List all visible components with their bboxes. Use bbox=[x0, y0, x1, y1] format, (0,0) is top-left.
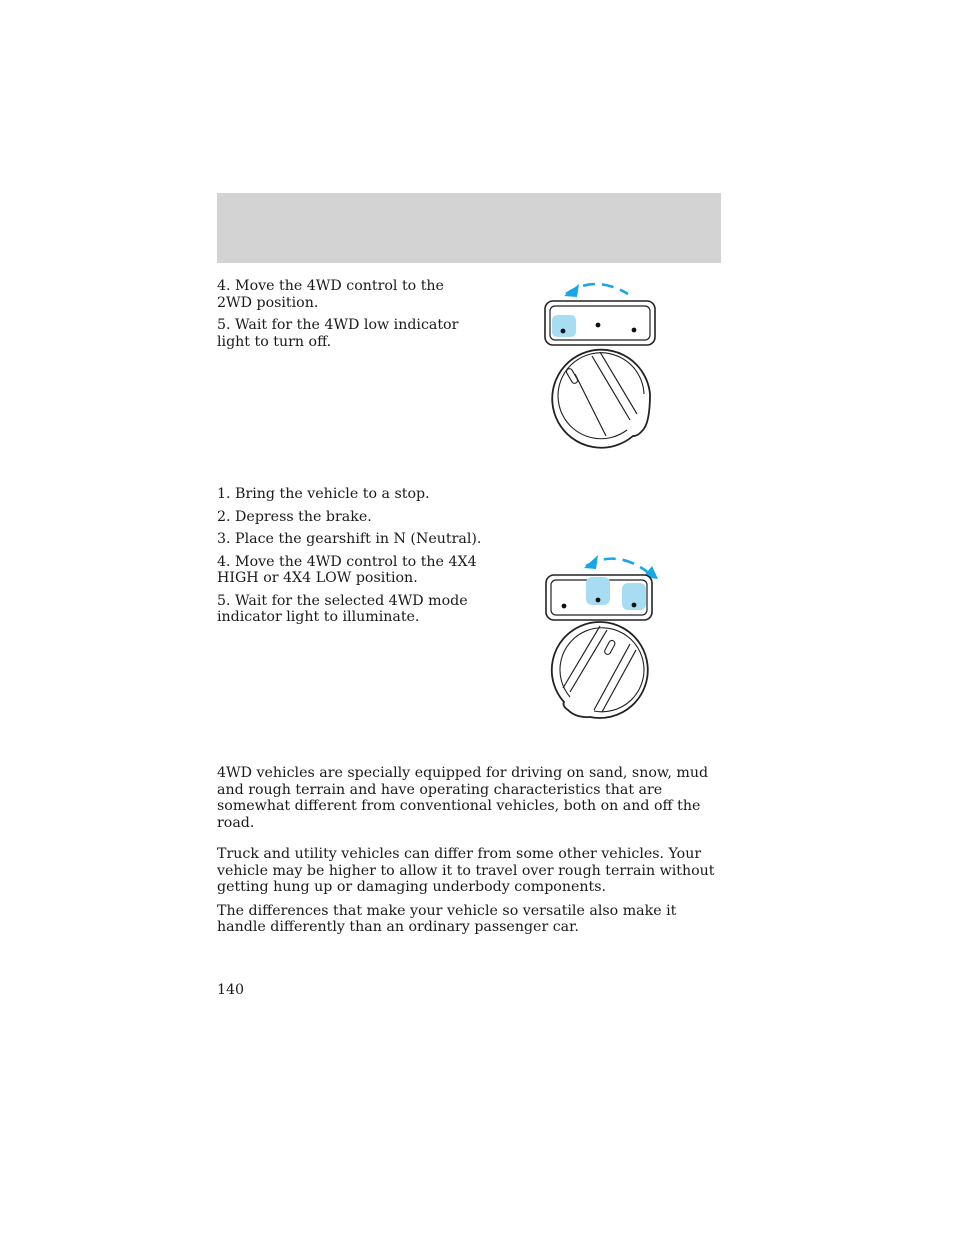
paragraph-versatility: The differences that make your vehicle so versatile also make it handle differently than an ordinary passenger car. bbox=[217, 902, 677, 935]
arrow-left-icon bbox=[584, 555, 598, 569]
steps-switch-to-2wd bbox=[217, 278, 487, 356]
step-item: 3. Place the gearshift in N (Neutral). bbox=[217, 531, 482, 547]
step-item: 4. Move the 4WD control to the 2WD position. bbox=[217, 278, 444, 311]
steps-switch-to-4x4 bbox=[217, 486, 507, 632]
4wd-control-4x4-illustration bbox=[540, 552, 664, 722]
step-item: 4. Move the 4WD control to the 4X4 HIGH or 4X4 LOW position. bbox=[217, 553, 477, 586]
step-item: 2. Depress the brake. bbox=[217, 508, 372, 525]
section-header-band bbox=[217, 193, 721, 263]
step-item: 5. Wait for the 4WD low indicator light to turn off. bbox=[217, 317, 459, 350]
4wd-control-2wd-illustration bbox=[540, 278, 660, 450]
body-text bbox=[217, 846, 722, 943]
paragraph-vehicle-differences: Truck and utility vehicles can differ from some other vehicles. Your vehicle may be higher to allow it to travel over rough terrain without getting hung up or damaging underbody components. bbox=[217, 846, 715, 895]
step-item: 5. Wait for the selected 4WD mode indicator light to illuminate. bbox=[217, 592, 468, 625]
paragraph-4wd-equipped: 4WD vehicles are specially equipped for driving on sand, snow, mud and rough terrain and have operating characteristics that are somewhat different from conventional vehicles, both on and off the road. bbox=[217, 765, 709, 831]
step-item: 1. Bring the vehicle to a stop. bbox=[217, 486, 430, 502]
body-text bbox=[217, 765, 722, 838]
arrow-left-icon bbox=[564, 284, 579, 297]
indicator-light-2wd-lit bbox=[552, 315, 576, 337]
page-number: 140 bbox=[217, 982, 245, 998]
